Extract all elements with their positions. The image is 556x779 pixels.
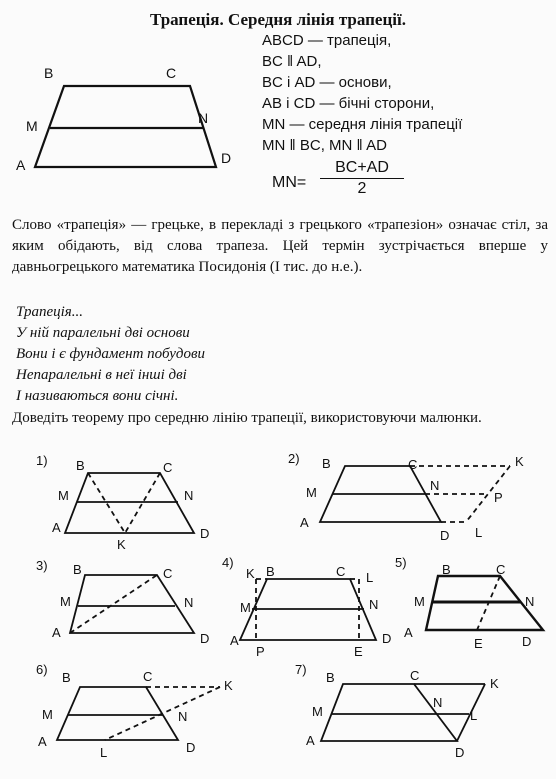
definition-line: ABCD — трапеція, [262, 32, 392, 49]
vertex-label: D [382, 631, 392, 646]
figure-3 [52, 562, 209, 646]
vertex-label: A [38, 734, 47, 749]
vertex-label: B [322, 456, 331, 471]
figure-4 [230, 564, 391, 659]
definition-line: MN ǁ BC, MN ǁ AD [262, 137, 387, 154]
vertex-label: M [240, 600, 251, 615]
poem-line: І називаються вони січні. [16, 388, 179, 404]
vertex-label: A [52, 625, 61, 640]
vertex-label: A [52, 520, 61, 535]
vertex-label: M [60, 594, 71, 609]
vertex-label: A [404, 625, 413, 640]
vertex-label: A [306, 733, 315, 748]
vertex-label: N [369, 597, 379, 612]
vertex-label: C [143, 669, 153, 684]
history-paragraph: Слово «трапеція» — грецьке, в перекладі з грецького «трапезіон» означає стіл, за яким обідають, від слова трапеза. Цей термін зустрічається вперше у давньогрецького математика Посидонія (І тис. до н.е.). [12, 217, 548, 275]
vertex-label: B [442, 562, 451, 577]
vertex-label: B [44, 65, 54, 81]
vertex-label: D [186, 740, 196, 755]
formula-denominator: 2 [357, 180, 367, 197]
poem-line: У ній паралельні дві основи [16, 325, 190, 341]
vertex-label: K [515, 454, 524, 469]
poem-line: Непаралельні в неї інші дві [16, 367, 187, 383]
vertex-label: N [433, 695, 443, 710]
vertex-label: N [198, 110, 209, 126]
vertex-label: C [166, 65, 177, 81]
formula-lhs: MN= [272, 174, 307, 191]
figure-number: 2) [288, 451, 300, 466]
figure-7 [306, 668, 499, 760]
vertex-label: N [184, 595, 194, 610]
definition-line: BC і AD — основи, [262, 74, 392, 91]
figure-5 [404, 562, 543, 651]
vertex-label: N [525, 594, 535, 609]
vertex-label: M [58, 488, 69, 503]
vertex-label: M [414, 594, 425, 609]
vertex-label: N [430, 478, 440, 493]
vertex-label: C [163, 460, 173, 475]
vertex-label: K [490, 676, 499, 691]
main-trapezoid-figure [16, 65, 231, 173]
vertex-label: B [266, 564, 275, 579]
vertex-label: L [470, 708, 478, 723]
definition-line: BC ǁ AD, [262, 53, 322, 70]
vertex-label: C [336, 564, 346, 579]
vertex-label: D [221, 150, 232, 166]
vertex-label: C [408, 457, 418, 472]
figure-2 [300, 454, 524, 543]
vertex-label: N [178, 709, 188, 724]
vertex-label: B [76, 458, 85, 473]
vertex-label: C [496, 562, 506, 577]
poem-line: Вони і є фундамент побудови [16, 346, 206, 362]
vertex-label: C [410, 668, 420, 683]
definition-line: AB і CD — бічні сторони, [262, 95, 435, 112]
vertex-label: M [42, 707, 53, 722]
figure-6 [38, 669, 233, 760]
figure-number: 5) [395, 555, 407, 570]
vertex-label: D [522, 634, 532, 649]
poem-line: Трапеція... [16, 304, 84, 320]
vertex-label: N [184, 488, 194, 503]
vertex-label: D [440, 528, 450, 543]
vertex-label: A [16, 157, 26, 173]
vertex-label: K [224, 678, 233, 693]
vertex-label: B [62, 670, 71, 685]
vertex-label: M [306, 485, 317, 500]
vertex-label: K [246, 566, 255, 581]
vertex-label: E [354, 644, 363, 659]
figure-number: 4) [222, 555, 234, 570]
vertex-label: D [455, 745, 465, 760]
vertex-label: D [200, 631, 210, 646]
vertex-label: P [494, 490, 503, 505]
vertex-label: B [73, 562, 82, 577]
figure-number: 6) [36, 662, 48, 677]
figure-1 [52, 458, 209, 552]
vertex-label: K [117, 537, 126, 552]
vertex-label: P [256, 644, 265, 659]
vertex-label: C [163, 566, 173, 581]
definition-line: MN — середня лінія трапеції [262, 116, 463, 133]
task-text: Доведіть теорему про середню лінію трапеції, використовуючи малюнки. [12, 410, 482, 426]
formula-numerator: BC+AD [320, 159, 404, 179]
figure-number: 7) [295, 662, 307, 677]
vertex-label: B [326, 670, 335, 685]
vertex-label: L [366, 570, 374, 585]
vertex-label: E [474, 636, 483, 651]
figure-number: 3) [36, 558, 48, 573]
vertex-label: M [26, 118, 38, 134]
vertex-label: A [300, 515, 309, 530]
figure-number: 1) [36, 453, 48, 468]
vertex-label: D [200, 526, 210, 541]
vertex-label: L [100, 745, 108, 760]
vertex-label: M [312, 704, 323, 719]
vertex-label: L [475, 525, 483, 540]
page-title: Трапеція. Середня лінія трапеції. [150, 10, 406, 29]
vertex-label: A [230, 633, 239, 648]
